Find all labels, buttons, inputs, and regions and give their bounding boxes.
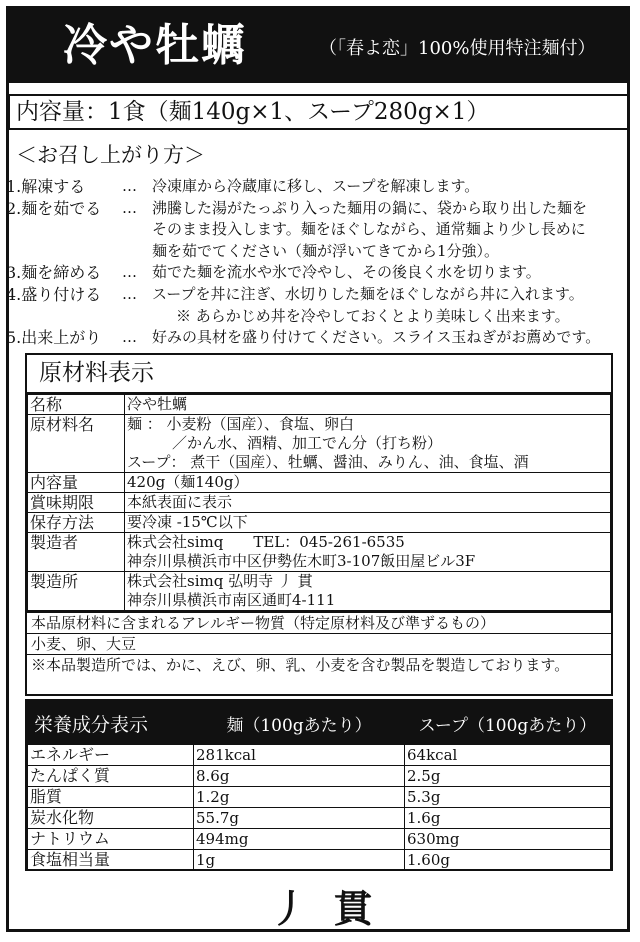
nutrient-soup-value: 5.3g [405, 787, 611, 808]
nutrient-noodle-value: 1g [194, 850, 405, 871]
content-amount: 内容量：1食（麺140g×1、スープ280g×1） [8, 94, 630, 130]
ingredient-value [125, 493, 611, 513]
step-text: 好みの具材を盛り付けてください。スライス玉ねぎがお薦めです。 [152, 328, 601, 347]
ingredient-value-line: 神奈川県横浜市中区伊勢佐木町3-107飯田屋ビル3F [127, 552, 476, 570]
nutrient-noodle-value: 8.6g [194, 766, 405, 787]
nutrient-noodle-value: 1.2g [194, 787, 405, 808]
ingredients-table [27, 394, 611, 611]
ingredient-row [28, 572, 611, 611]
nutrition-title: 栄養成分表示 [28, 702, 194, 745]
ingredient-value-line: 株式会社simq 弘明寺 丿 貫 [127, 572, 313, 590]
nutrition-row [28, 787, 611, 808]
step-note-row [6, 306, 630, 328]
nutrient-soup-value: 1.60g [405, 850, 611, 871]
howto-title: ＜お召し上がり方＞ [16, 143, 205, 167]
ingredient-row [28, 533, 611, 572]
nutrition-row [28, 745, 611, 766]
nutrient-soup-value: 64kcal [405, 745, 611, 766]
step-row [6, 284, 630, 306]
ingredient-value-line: 420g（麺140g） [127, 473, 249, 491]
ingredient-key: 内容量 [28, 473, 125, 493]
nutrition-row [28, 850, 611, 871]
ingredient-value-line: 要冷凍 -15℃以下 [127, 513, 248, 531]
nutrient-soup-value: 630mg [405, 829, 611, 850]
title-banner [9, 9, 627, 83]
nutrition-table [27, 701, 611, 871]
nutrient-soup-value: 2.5g [405, 766, 611, 787]
nutrient-soup-value: 1.6g [405, 808, 611, 829]
step-label: 4.盛り付ける [6, 284, 102, 304]
step-row [6, 198, 630, 220]
ingredient-row [28, 513, 611, 533]
ingredient-value [125, 513, 611, 533]
product-subtitle: （「春よ恋」100%使用特注麺付） [319, 38, 596, 59]
step-label [6, 219, 122, 241]
nutrition-header-row [28, 702, 611, 745]
step-text: 沸騰した湯がたっぷり入った麺用の鍋に、袋から取り出した麺を [152, 198, 588, 217]
ingredient-key: 名称 [28, 395, 125, 415]
howto-steps [6, 176, 630, 349]
allergy-section [27, 611, 611, 675]
ingredient-value-line: 麺 ： 小麦粉（国産）、食塩、卵白 [127, 415, 355, 433]
ingredient-value [125, 572, 611, 611]
step-label-spacer [6, 306, 122, 328]
ingredient-value [125, 473, 611, 493]
step-row [6, 176, 630, 198]
ingredient-value-line: 冷や牡蠣 [127, 395, 188, 413]
ingredient-value [125, 533, 611, 572]
step-row [6, 327, 630, 349]
ingredient-key: 原材料名 [28, 415, 125, 473]
nutrition-row [28, 766, 611, 787]
ingredients-title: 原材料表示 [27, 355, 611, 394]
nutrient-name: 食塩相当量 [28, 850, 194, 871]
step-label: 2.麺を茹でる [6, 198, 102, 218]
step-dots-spacer [122, 306, 152, 328]
step-row [6, 241, 630, 263]
ingredient-row [28, 415, 611, 473]
step-dots: … [122, 284, 137, 303]
step-note: ※ あらかじめ丼を冷やしておくとより美味しく出来ます。 [176, 306, 570, 325]
allergy-note: ※本品製造所では、かに、えび、卵、乳、小麦を含む製品を製造しております。 [31, 656, 570, 674]
nutrient-noodle-value: 55.7g [194, 808, 405, 829]
ingredient-value-line: スープ： 煮干（国産）、牡蠣、醤油、みりん、油、食塩、酒 [127, 453, 529, 471]
nutrient-noodle-value: 281kcal [194, 745, 405, 766]
ingredient-value-line: 本紙表面に表示 [127, 493, 233, 511]
step-label: 1.解凍する [6, 177, 86, 196]
ingredient-value-line: 株式会社simq TEL：045-261-6535 [127, 533, 405, 551]
ingredients-panel [25, 353, 613, 696]
ingredient-row [28, 473, 611, 493]
nutrient-name: エネルギー [28, 745, 194, 766]
nutrition-row [28, 808, 611, 829]
ingredient-row [28, 395, 611, 415]
step-label [6, 241, 122, 263]
step-label: 3.麺を締める [6, 263, 102, 283]
allergy-list: 小麦、卵、大豆 [27, 634, 611, 655]
step-dots [122, 241, 152, 263]
nutrient-name: 炭水化物 [28, 808, 194, 829]
nutrition-row [28, 829, 611, 850]
step-text: 冷凍庫から冷蔵庫に移し、スープを解凍します。 [152, 177, 480, 195]
signature-mark: 丿貫 [270, 886, 399, 931]
allergy-title: 本品原材料に含まれるアレルギー物質（特定原材料及び準ずるもの） [27, 613, 611, 634]
ingredient-row [28, 493, 611, 513]
step-text: 麺を茹でてください（麺が浮いてきてから1分強）。 [152, 241, 500, 260]
product-title: 冷や牡蠣 [63, 20, 247, 71]
step-text: 茹でた麺を流水や氷で冷やし、その後良く水を切ります。 [152, 263, 541, 282]
nutrient-noodle-value: 494mg [194, 829, 405, 850]
step-label: 5.出来上がり [6, 328, 102, 348]
step-dots: … [122, 263, 137, 282]
nutrient-name: ナトリウム [28, 829, 194, 850]
ingredient-key: 賞味期限 [28, 493, 125, 513]
nutrition-panel [25, 699, 613, 871]
ingredient-value [125, 415, 611, 473]
step-dots: … [122, 177, 137, 195]
ingredient-key: 保存方法 [28, 513, 125, 533]
step-dots: … [122, 198, 137, 217]
ingredient-value [125, 395, 611, 415]
nutrient-name: たんぱく質 [28, 766, 194, 787]
ingredient-key: 製造所 [28, 572, 125, 611]
nutrition-col-soup: スープ（100gあたり） [405, 702, 611, 745]
nutrition-col-noodle: 麺（100gあたり） [194, 702, 405, 745]
step-text: スープを丼に注ぎ、水切りした麺をほぐしながら丼に入れます。 [152, 284, 584, 303]
ingredient-key: 製造者 [28, 533, 125, 572]
step-text: そのまま投入します。麺をほぐしながら、通常麺より少し長めに [152, 220, 586, 239]
nutrient-name: 脂質 [28, 787, 194, 808]
step-row [6, 219, 630, 241]
step-row [6, 262, 630, 284]
ingredient-value-line: ／かん水、酒精、加工でん分（打ち粉） [127, 434, 443, 452]
step-dots: … [122, 328, 137, 347]
ingredient-value-line: 神奈川県横浜市南区通町4-111 [127, 591, 336, 609]
step-dots [122, 219, 152, 241]
